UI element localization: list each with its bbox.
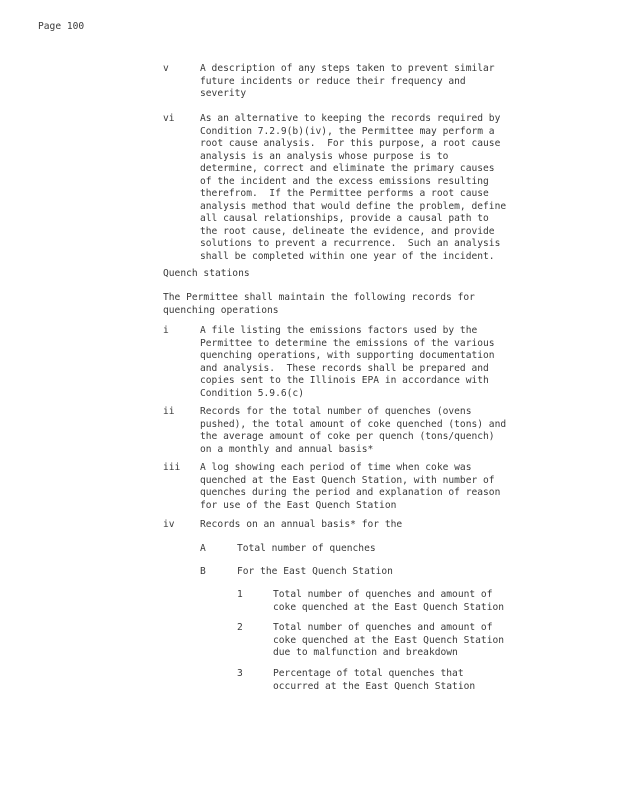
list-item-i: [163, 325, 495, 399]
item-text: Total number of quenches and amount of coke quenched at the East Quench Station: [273, 589, 505, 613]
list-item-iii: [163, 462, 501, 512]
item-text: For the East Quench Station: [237, 566, 393, 577]
item-label: v: [163, 63, 169, 74]
item-text: Records on an annual basis* for the: [200, 519, 403, 530]
item-label: i: [163, 325, 169, 336]
item-text: Records for the total number of quenches (ovens pushed), the total amount of coke quenched (tons) and the average amount of coke per quench (tons/quench) on a monthly and annual basis*: [200, 406, 507, 455]
item-text: Percentage of total quenches that occurred at the East Quench Station: [273, 668, 476, 692]
item-text: A description of any steps taken to prevent similar future incidents or reduce their frequency and severity: [200, 63, 495, 99]
item-label: 3: [237, 668, 243, 679]
list-item-ii: [163, 406, 507, 456]
item-label: vi: [163, 113, 175, 124]
item-label: 1: [237, 589, 243, 600]
intro-paragraph: The Permittee shall maintain the following records for quenching operations: [163, 292, 475, 316]
page-number: Page 100: [38, 21, 85, 32]
item-label: A: [200, 543, 206, 554]
item-text: A log showing each period of time when coke was quenched at the East Quench Station, with number of quenches during the period and explanation of reason for use of the East Quench Station: [200, 462, 501, 511]
item-label: B: [200, 566, 206, 577]
section-heading: Quench stations: [163, 268, 250, 279]
item-text: Total number of quenches and amount of coke quenched at the East Quench Station due to malfunction and breakdown: [273, 622, 505, 658]
numbered-item-2: [237, 622, 505, 672]
item-label: 2: [237, 622, 243, 633]
item-label: ii: [163, 406, 175, 417]
item-text: As an alternative to keeping the records required by Condition 7.2.9(b)(iv), the Permittee may perform a root cause analysis. For this purpose, a root cause analysis is an analysis whose purpose is to determine, correct and eliminate the primary causes of the incident and the excess emissions resulting therefrom. If the Permittee performs a root cause analysis method that would define the problem, define all causal relationships, provide a causal path to the root cause, delineate the evidence, and provide solutions to prevent a recurrence. Such an analysis shall be completed within one year of the incident.: [200, 113, 507, 262]
item-text: A file listing the emissions factors used by the Permittee to determine the emissions of the various quenching operations, with supporting documentation and analysis. These records shall be prepared and copies sent to the Illinois EPA in accordance with Condition 5.9.6(c): [200, 325, 495, 399]
item-label: iv: [163, 519, 175, 530]
numbered-item-3: [237, 668, 476, 718]
list-item-vi: [163, 113, 507, 262]
item-label: iii: [163, 462, 181, 473]
item-text: Total number of quenches: [237, 543, 376, 554]
list-item-v: [163, 63, 495, 113]
